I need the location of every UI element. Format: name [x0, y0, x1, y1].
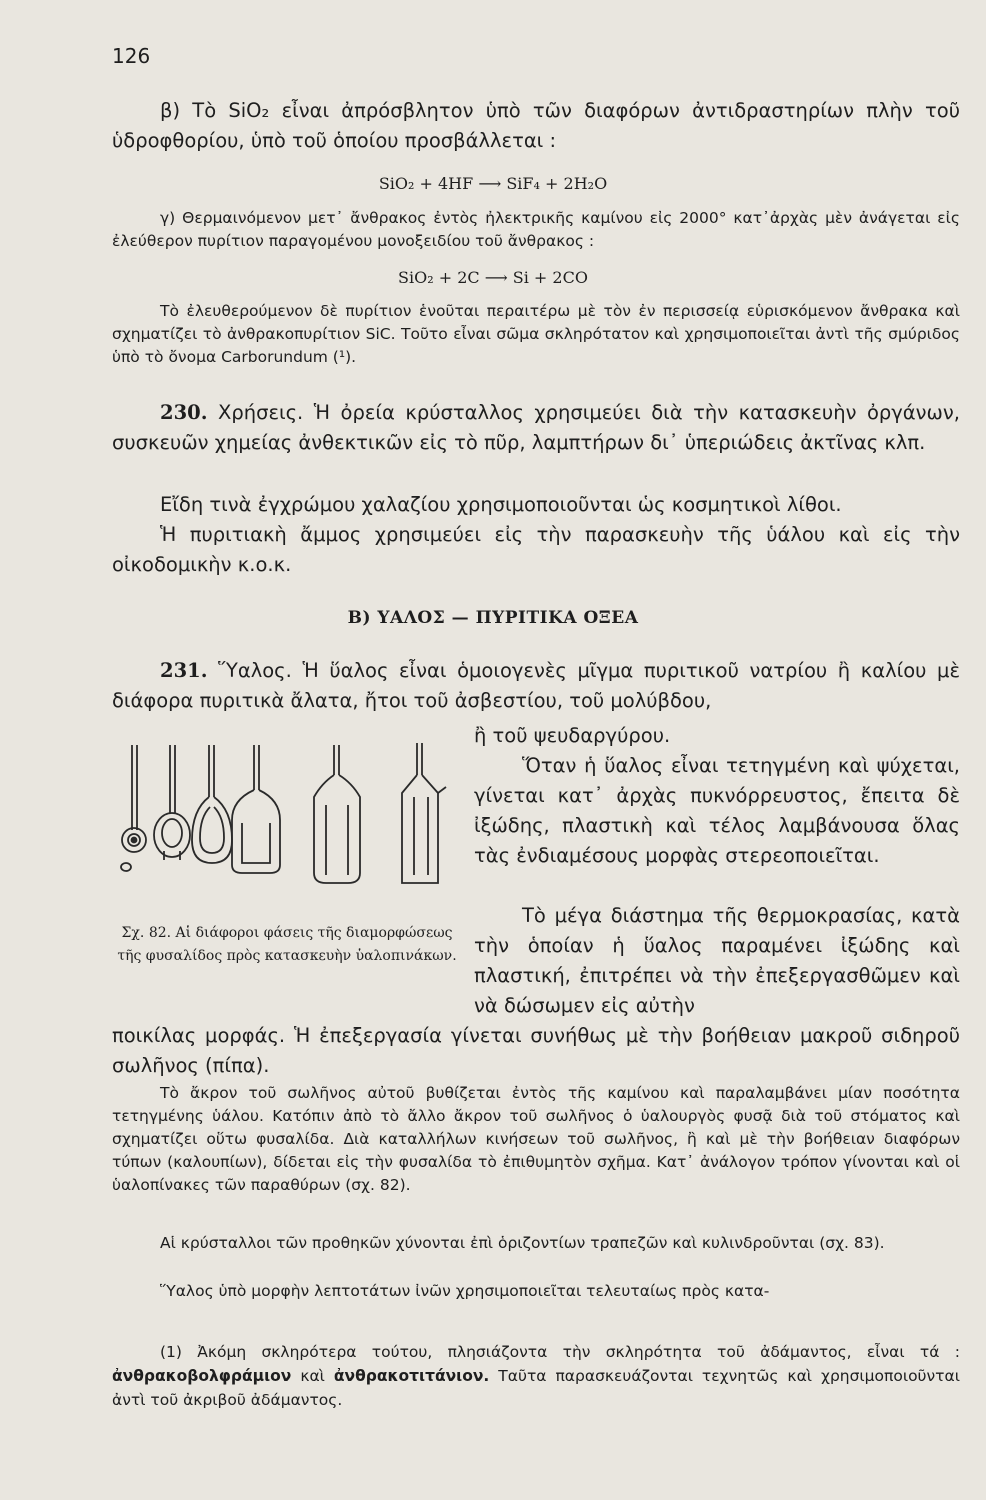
footnote-term-titanium-carbide: ἀνθρακοτιτάνιον.	[333, 1367, 490, 1385]
section-231-text: Ἡ ὕαλος εἶναι ὁμοιογενὲς μῖγμα πυριτικοῦ νατρίου ἢ καλίου μὲ διάφορα πυριτικὰ ἄλατα, ἤτοι τοῦ ἀσβεστίου, τοῦ μολύβδου,	[112, 659, 960, 712]
section-231	[112, 656, 960, 716]
paragraph-glass-pipe: Τὸ ἄκρον τοῦ σωλῆνος αὐτοῦ βυθίζεται ἐντὸς τῆς καμίνου καὶ παραλαμβάνει μίαν ποσότητα τετηγμένης ὑάλου. Κατόπιν ἀπὸ τὸ ἄλλο ἄκρον τοῦ σωλῆνος ὁ ὑαλουργὸς φυσᾷ διὰ τοῦ στόματος καὶ σχηματίζει οὕτω φυσαλίδα. Διὰ καταλλήλων κινήσεων τοῦ σωλῆνος, ἢ καὶ μὲ τὴν βοήθειαν διαφόρων τύπων (καλουπίων), δίδεται εἰς τὴν φυσαλίδα τὸ ἐπιθυμητὸν σχῆμα. Κατ᾽ ἀνάλογον τρόπον γίνονται καὶ οἱ ὑαλοπίνακες τῶν παραθύρων (σχ. 82).	[112, 1084, 960, 1194]
footnote-text-end: Ταῦτα παρασκευάζονται τεχνητῶς καὶ χρησιμοποιοῦνται ἀντὶ τοῦ ἀκριβοῦ ἀδάμαντος.	[112, 1367, 960, 1409]
paragraph-sand: Ἡ πυριτιακὴ ἄμμος χρησιμεύει εἰς τὴν παρασκευὴν τῆς ὑάλου καὶ εἰς τὴν οἰκοδομικὴν κ.ο.κ.	[112, 523, 960, 576]
footnote-term-tungsten-carbide: ἀνθρακοβολφράμιον	[112, 1367, 292, 1385]
section-231-continuation: ἢ τοῦ ψευδαργύρου.	[474, 724, 671, 747]
paragraph-quartz: Εἴδη τινὰ ἐγχρώμου χαλαζίου χρησιμοποιοῦνται ὡς κοσμητικοὶ λίθοι.	[160, 493, 842, 516]
paragraph-melted-glass: Ὅταν ἡ ὕαλος εἶναι τετηγμένη καὶ ψύχεται, γίνεται κατ᾽ ἀρχὰς πυκνόρρευστος, ἔπειτα δὲ ἰξώδης, πλαστικὴ καὶ τέλος λαμβάνουσα ὅλας τὰς ἐνδιαμέσους μορφὰς στερεοποιεῖται.	[474, 754, 960, 867]
footnote-1	[112, 1340, 960, 1412]
equation-sio2-hf: SiO₂ + 4HF ⟶ SiF₄ + 2H₂O	[378, 174, 608, 193]
paragraph-crystals: Αἱ κρύσταλλοι τῶν προθηκῶν χύνονται ἐπὶ ὁριζοντίων τραπεζῶν καὶ κυλινδροῦνται (σχ. 83).	[160, 1234, 885, 1252]
section-heading: Β) ΥΑΛΟΣ — ΠΥΡΙΤΙΚΑ ΟΞΕΑ	[347, 608, 639, 628]
paragraph-temperature-range: Τὸ μέγα διάστημα τῆς θερμοκρασίας, κατὰ τὴν ὁποίαν ἡ ὕαλος παραμένει ἰξώδης καὶ πλαστική, ἐπιτρέπει νὰ τὴν ἐπεξεργασθῶμεν καὶ νὰ δώσωμεν εἰς αὐτὴν	[474, 904, 960, 1017]
section-231-title: Ὕαλος.	[218, 659, 292, 682]
paragraph-beta: β) Τὸ SiO₂ εἶναι ἀπρόσβλητον ὑπὸ τῶν διαφόρων ἀντιδραστηρίων πλὴν τοῦ ὑδροφθορίου, ὑπὸ τοῦ ὁποίου προσβάλλεται :	[112, 99, 960, 152]
figure-82	[112, 735, 462, 885]
paragraph-free-silicon: Τὸ ἐλευθερούμενον δὲ πυρίτιον ἑνοῦται περαιτέρω μὲ τὸν ἐν περισσείᾳ εὑρισκόμενον ἄνθρακα καὶ σχηματίζει τὸ ἀνθρακοπυρίτιον SiC. Τοῦτο εἶναι σῶμα σκληρότατον καὶ χρησιμοποιεῖται ἀντὶ τῆς σμύριδος ὑπὸ τὸ ὄνομα Carborundum (¹).	[112, 302, 960, 366]
footnote-text-and: καὶ	[300, 1367, 325, 1385]
section-230-text: Ἡ ὀρεία κρύσταλλος χρησιμεύει διὰ τὴν κατασκευὴν ὀργάνων, συσκευῶν χημείας ἀνθεκτικῶν εἰς τὸ πῦρ, λαμπτήρων δι᾽ ὑπεριώδεις ἀκτῖνας κλπ.	[112, 401, 960, 454]
page-number: 126	[112, 44, 151, 68]
figure-82-caption: Σχ. 82. Αἱ διάφοροι φάσεις τῆς διαμορφώσεως τῆς φυσαλίδος πρὸς κατασκευὴν ὑαλοπινάκων.	[117, 925, 457, 964]
paragraph-temperature-range-continued: ποικίλας μορφάς. Ἡ ἐπεξεργασία γίνεται συνήθως μὲ τὴν βοήθειαν μακροῦ σιδηροῦ σωλῆνος (πίπα).	[112, 1024, 960, 1077]
paragraph-glass-fibers: Ὕαλος ὑπὸ μορφὴν λεπτοτάτων ἰνῶν χρησιμοποιεῖται τελευταίως πρὸς κατα-	[160, 1282, 770, 1300]
section-230	[112, 398, 960, 458]
equation-sio2-carbon: SiO₂ + 2C ⟶ Si + 2CO	[398, 268, 588, 287]
paragraph-gamma: γ) Θερμαινόμενον μετ᾽ ἄνθρακος ἐντὸς ἠλεκτρικῆς καμίνου εἰς 2000° κατ᾽ἀρχὰς μὲν ἀνάγεται εἰς ἐλεύθερον πυρίτιον παραγομένου μονοξειδίου τοῦ ἄνθρακος :	[112, 209, 960, 250]
glass-bubble-stages-illustration	[112, 735, 462, 885]
footnote-text-start: (1) Ἀκόμη σκληρότερα τούτου, πλησιάζοντα τὴν σκληρότητα τοῦ ἀδάμαντος, εἶναι τά :	[160, 1343, 960, 1361]
section-230-number: 230.	[160, 401, 208, 424]
section-230-title: Χρήσεις.	[218, 401, 304, 424]
section-231-number: 231.	[160, 659, 208, 682]
